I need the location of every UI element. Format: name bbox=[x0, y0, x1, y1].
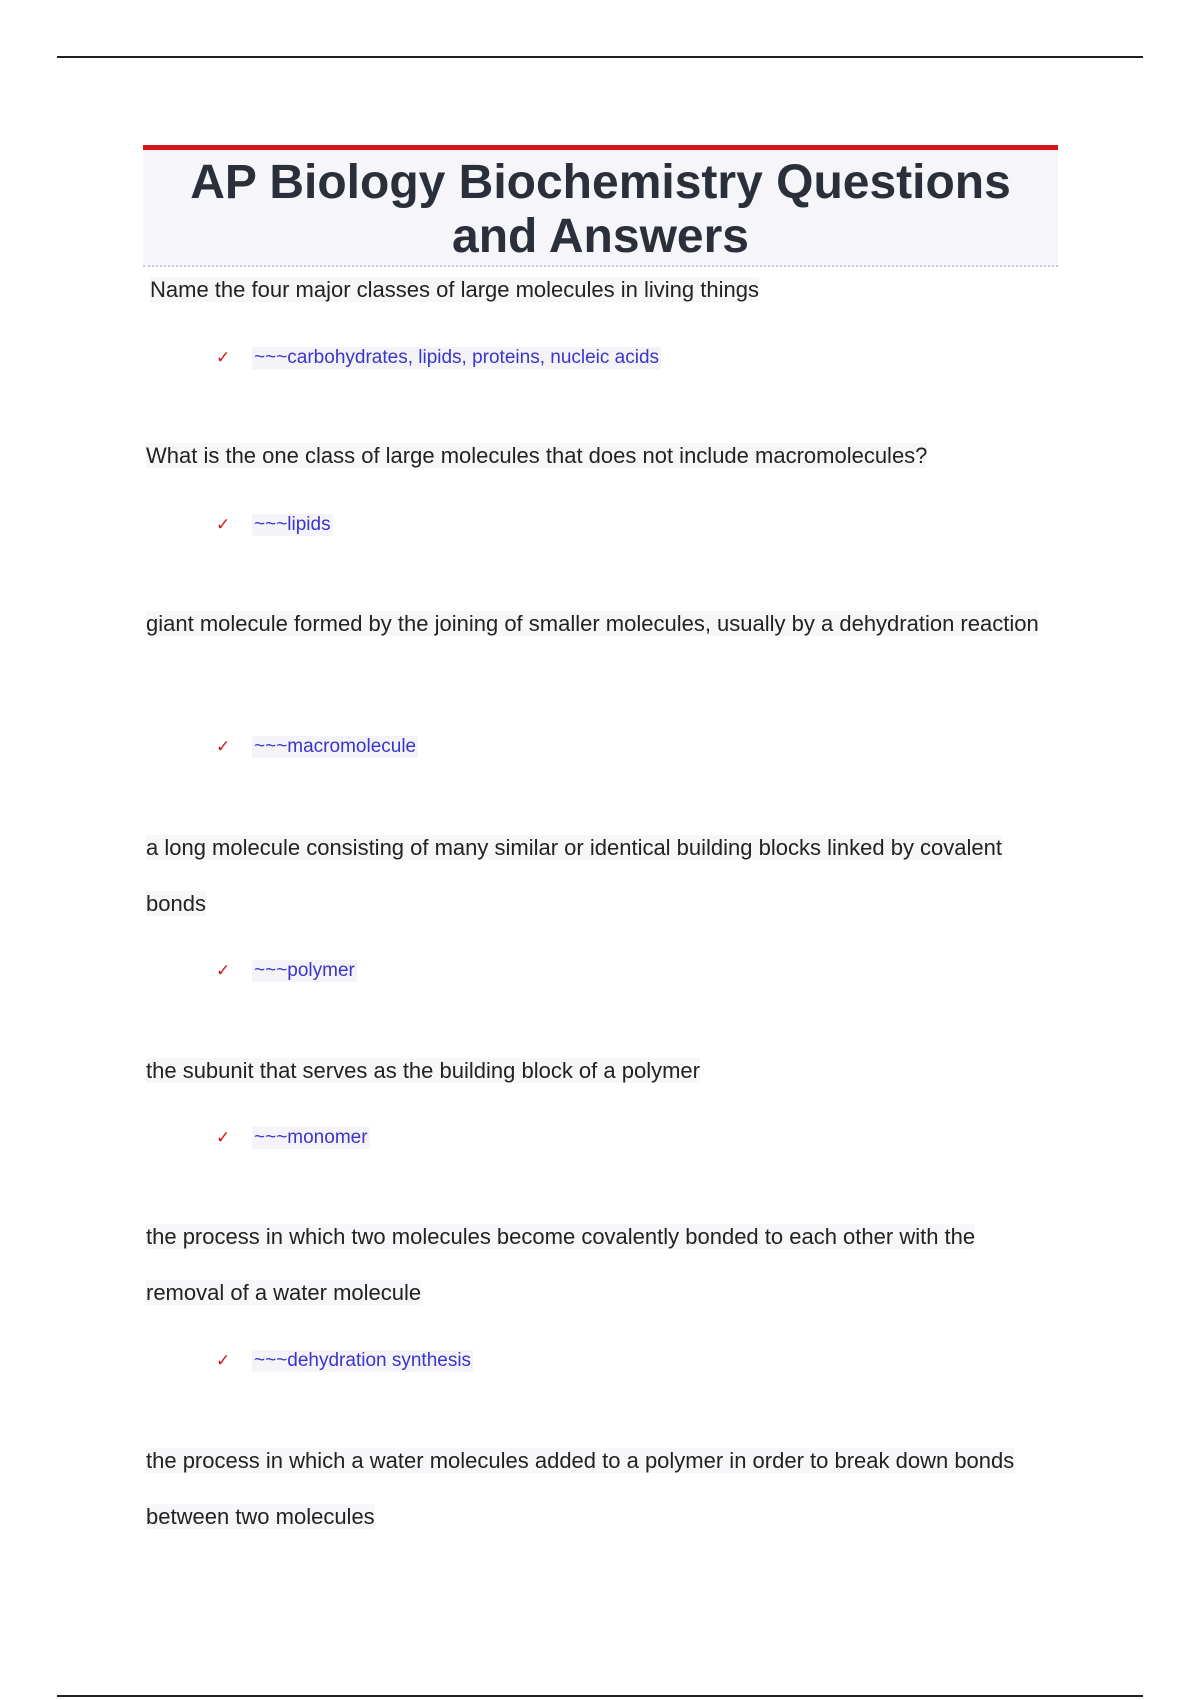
checkmark-icon: ✓ bbox=[216, 515, 231, 535]
answer-text: ~~~macromolecule bbox=[254, 736, 417, 757]
header-rule bbox=[57, 56, 1143, 58]
answer-row bbox=[216, 343, 661, 373]
question-text: a long molecule consisting of many similar or identical building blocks linked by covalent bonds bbox=[146, 835, 1002, 916]
checkmark-icon: ✓ bbox=[216, 1351, 231, 1371]
answer-row bbox=[216, 510, 333, 540]
checkmark-icon: ✓ bbox=[216, 1128, 231, 1148]
footer-rule bbox=[57, 1695, 1143, 1697]
page-title: AP Biology Biochemistry Questions and Answers bbox=[190, 156, 1011, 263]
question-text: the process in which a water molecules added to a polymer in order to break down bonds between two molecules bbox=[146, 1448, 1015, 1529]
answer-text: ~~~polymer bbox=[254, 960, 355, 981]
answer-row bbox=[216, 1123, 370, 1153]
checkmark-icon: ✓ bbox=[216, 737, 231, 757]
question-text: Name the four major classes of large molecules in living things bbox=[150, 277, 759, 302]
title-banner bbox=[143, 145, 1058, 267]
answer-row bbox=[216, 732, 418, 762]
answer-text: ~~~carbohydrates, lipids, proteins, nucleic acids bbox=[254, 347, 660, 368]
question-text: the process in which two molecules become covalently bonded to each other with the removal of a water molecule bbox=[146, 1224, 976, 1305]
answer-text: ~~~lipids bbox=[254, 514, 331, 535]
answer-text: ~~~monomer bbox=[254, 1127, 368, 1148]
answer-row bbox=[216, 956, 357, 986]
question-text: What is the one class of large molecules that does not include macromolecules? bbox=[146, 443, 928, 468]
checkmark-icon: ✓ bbox=[216, 348, 231, 368]
checkmark-icon: ✓ bbox=[216, 961, 231, 981]
answer-text: ~~~dehydration synthesis bbox=[254, 1350, 472, 1371]
question-text: the subunit that serves as the building block of a polymer bbox=[146, 1058, 700, 1083]
question-text: giant molecule formed by the joining of smaller molecules, usually by a dehydration reaction bbox=[146, 611, 1039, 636]
answer-row bbox=[216, 1346, 473, 1376]
